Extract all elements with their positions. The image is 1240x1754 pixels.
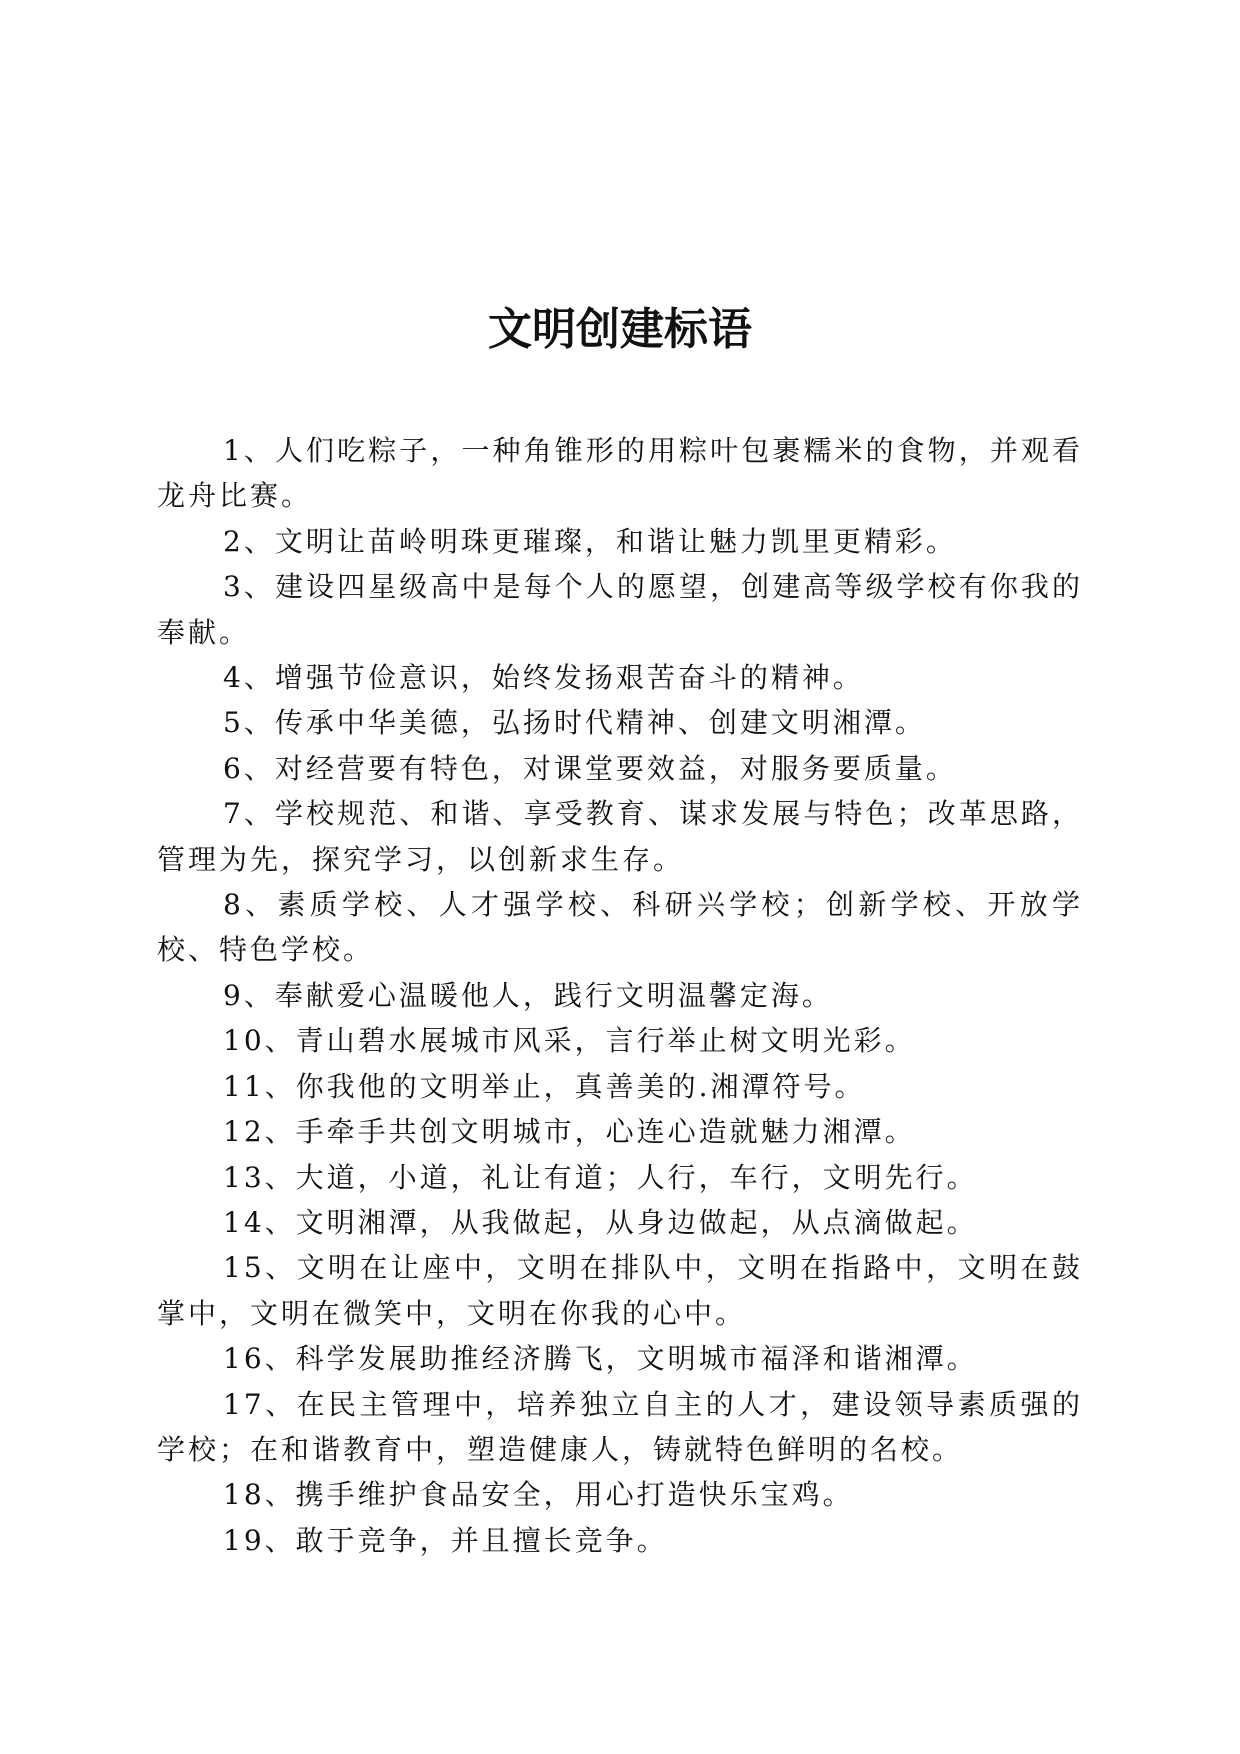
slogan-item-2: 2、文明让苗岭明珠更璀璨，和谐让魅力凯里更精彩。 [223, 524, 957, 558]
slogan-item-5: 5、传承中华美德，弘扬时代精神、创建文明湘潭。 [223, 706, 926, 740]
slogan-item-19: 19、敢于竞争，并且擅长竞争。 [223, 1523, 668, 1557]
slogan-item-8: 8、素质学校、人才强学校、科研兴学校；创新学校、开放学校、特色学校。 [157, 888, 1083, 967]
slogan-item-10: 10、青山碧水展城市风采，言行举止树文明光彩。 [223, 1024, 916, 1058]
slogan-item-18: 18、携手维护食品安全，用心打造快乐宝鸡。 [223, 1478, 854, 1512]
slogan-list [157, 428, 1083, 1563]
slogan-item-15: 15、文明在让座中，文明在排队中，文明在指路中，文明在鼓掌中，文明在微笑中，文明在你我的心中。 [157, 1251, 1083, 1330]
slogan-item-1: 1、人们吃粽子，一种角锥形的用粽叶包裹糯米的食物，并观看龙舟比赛。 [157, 434, 1083, 513]
page-title: 文明创建标语 [488, 304, 752, 355]
slogan-item-3: 3、建设四星级高中是每个人的愿望，创建高等级学校有你我的奉献。 [157, 570, 1083, 649]
slogan-item-6: 6、对经营要有特色，对课堂要效益，对服务要质量。 [223, 751, 957, 785]
slogan-item-17: 17、在民主管理中，培养独立自主的人才，建设领导素质强的学校；在和谐教育中，塑造健康人，铸就特色鲜明的名校。 [157, 1387, 1083, 1466]
slogan-item-12: 12、手牵手共创文明城市，心连心造就魅力湘潭。 [223, 1115, 916, 1149]
slogan-item-11: 11、你我他的文明举止，真善美的.湘潭符号。 [223, 1069, 866, 1103]
slogan-item-14: 14、文明湘潭，从我做起，从身边做起，从点滴做起。 [223, 1205, 978, 1239]
slogan-item-16: 16、科学发展助推经济腾飞，文明城市福泽和谐湘潭。 [223, 1342, 978, 1376]
slogan-item-13: 13、大道，小道，礼让有道；人行，车行，文明先行。 [223, 1160, 978, 1194]
slogan-item-7: 7、学校规范、和谐、享受教育、谋求发展与特色；改革思路，管理为先，探究学习，以创新求生存。 [157, 797, 1083, 876]
slogan-item-4: 4、增强节俭意识，始终发扬艰苦奋斗的精神。 [223, 661, 864, 695]
slogan-item-9: 9、奉献爱心温暖他人，践行文明温馨定海。 [223, 978, 833, 1012]
